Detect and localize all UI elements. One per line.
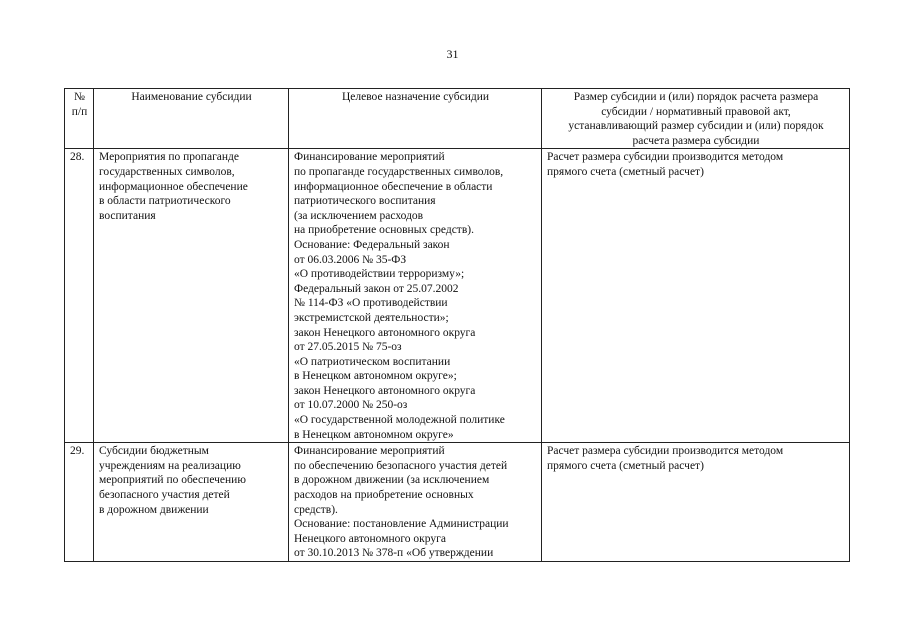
subsidy-purpose-cell-line: в Ненецком автономном округе»; [294,370,457,383]
subsidy-name-cell-line: государственных символов, [99,165,235,178]
subsidy-purpose-cell-line: информационное обеспечение в области [294,180,493,193]
header-name: Наименование субсидии [94,89,289,149]
subsidy-purpose-cell-line: «О противодействии терроризму»; [294,268,465,281]
subsidy-purpose-cell-line: Основание: постановление Администрации [294,518,509,531]
header-size-line: Размер субсидии и (или) порядок расчета размера [573,91,819,103]
subsidy-purpose-cell-line: «О патриотическом воспитании [294,355,451,368]
subsidy-size-cell-line: прямого счета (сметный расчет) [547,165,704,178]
subsidy-purpose-cell-line: по пропаганде государственных символов, [294,165,504,178]
header-purpose: Целевое назначение субсидии [289,89,542,149]
subsidy-size-cell [542,149,850,443]
subsidy-name-cell-line: Субсидии бюджетным [99,445,209,458]
subsidy-name-cell-line: воспитания [99,209,156,222]
subsidy-purpose-cell-line: Ненецкого автономного округа [294,532,446,545]
subsidy-purpose-cell-line: «О государственной молодежной политике [294,414,505,427]
subsidy-purpose-cell-line: Финансирование мероприятий [294,445,445,458]
subsidy-purpose-cell-line: закон Ненецкого автономного округа [294,384,476,397]
subsidy-name-cell-line: учреждениям на реализацию [99,459,241,472]
subsidy-size-cell-line: Расчет размера субсидии производится методом [547,445,784,458]
header-size-line: устанавливающий размер субсидии и (или) порядок [568,120,824,133]
subsidy-purpose-cell-line: средств). [294,503,338,516]
subsidy-purpose-cell-line: в дорожном движении (за исключением [294,474,490,487]
subsidy-purpose-cell-line: в Ненецком автономном округе» [294,428,454,441]
subsidy-purpose-cell-line: Основание: Федеральный закон [294,238,450,251]
subsidy-name-cell-line: мероприятий по обеспечению [99,474,246,487]
subsidy-name-cell-line: безопасного участия детей [99,489,230,502]
subsidy-purpose-cell-line: по обеспечению безопасного участия детей [294,459,508,472]
subsidy-name-cell-line: в области патриотического [99,195,231,208]
subsidy-purpose-cell-line: Финансирование мероприятий [294,151,445,164]
subsidy-purpose-cell-line: закон Ненецкого автономного округа [294,326,476,339]
page-number: 31 [446,47,459,61]
subsidy-name-cell-line: информационное обеспечение [99,180,248,193]
subsidy-size-cell-line: Расчет размера субсидии производится методом [547,151,784,164]
subsidy-purpose-cell-line: на приобретение основных средств). [294,224,474,237]
subsidy-purpose-cell-line: расходов на приобретение основных [294,489,474,502]
subsidy-purpose-cell-line: от 06.03.2006 № 35-ФЗ [294,253,407,266]
subsidy-name-cell-line: Мероприятия по пропаганде [99,151,239,164]
header-size-line: субсидии / нормативный правовой акт, [601,105,791,118]
subsidy-name-cell-line: в дорожном движении [99,503,209,516]
subsidy-purpose-cell [289,149,542,443]
subsidy-name-cell [94,443,289,562]
table-row [65,443,850,562]
subsidy-purpose-cell-line: № 114-ФЗ «О противодействии [294,297,448,310]
header-num-line: п/п [71,105,88,118]
subsidy-purpose-cell-line: Федеральный закон от 25.07.2002 [294,282,459,295]
subsidy-purpose-cell-line: патриотического воспитания [294,195,436,208]
subsidy-purpose-cell-line: от 30.10.2013 № 378-п «Об утверждении [294,547,494,560]
subsidy-table [64,88,850,562]
row-number: 29. [65,443,94,562]
header-size-line: расчета размера субсидии [632,134,760,147]
subsidy-size-cell-line: прямого счета (сметный расчет) [547,459,704,472]
header-num [65,89,94,149]
subsidy-size-cell [542,443,850,562]
header-num-line: № [74,91,85,103]
subsidy-purpose-cell-line: (за исключением расходов [294,209,424,222]
table-body [65,149,850,562]
subsidy-purpose-cell [289,443,542,562]
subsidy-purpose-cell-line: от 10.07.2000 № 250-оз [294,399,408,412]
table-row [65,149,850,443]
subsidy-purpose-cell-line: экстремистской деятельности»; [294,311,449,324]
subsidy-purpose-cell-line: от 27.05.2015 № 75-оз [294,341,402,354]
header-size [542,89,850,149]
table-header-row [65,89,850,149]
subsidy-name-cell [94,149,289,443]
row-number: 28. [65,149,94,443]
